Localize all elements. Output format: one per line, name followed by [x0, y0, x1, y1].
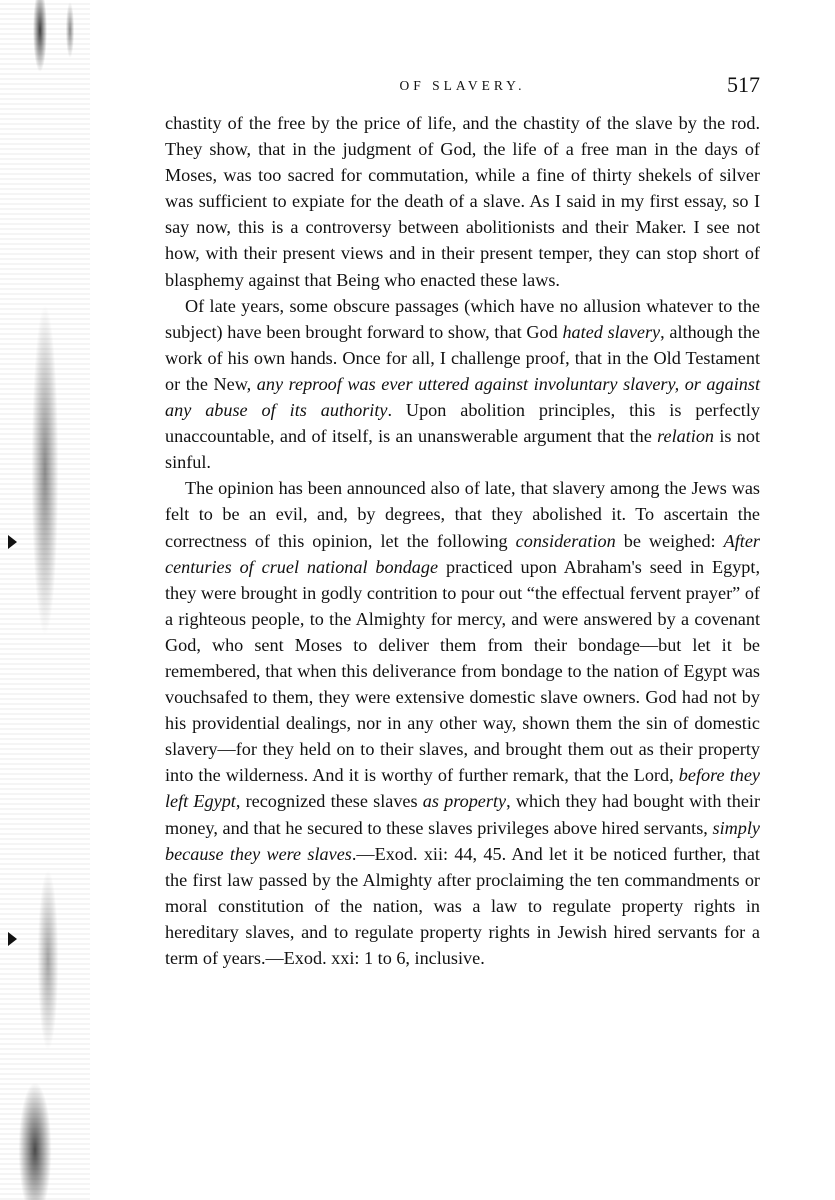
italic-emphasis: relation — [657, 426, 715, 447]
margin-mark — [8, 535, 17, 549]
text-run: . Upon abolition principles, this is perfectly unaccountable, and of itself, is an unanswerable argument that the — [165, 400, 760, 447]
book-page — [165, 70, 760, 971]
paragraph-2 — [165, 293, 760, 476]
running-title: OF SLAVERY. — [399, 78, 526, 93]
text-run: is not sinful. — [165, 426, 760, 473]
margin-mark — [8, 932, 17, 946]
text-run: , recognized these slaves — [235, 791, 423, 812]
italic-emphasis: as property — [422, 791, 507, 812]
text-run: practiced upon Abraham's seed in Egypt, they were brought in godly contrition to pour out “the effectual fervent prayer” of a righteous people, to the Almighty for mercy, and were answered by a covenant God, who sent Moses to deliver them from their bondage—but let it be remembered, that when this deliverance from bondage to the nation of Egypt was vouchsafed to them, they were extensive domestic slave owners. God had not by his providential dealings, nor in any other way, shown them the sin of domestic slavery—for they held on to their slaves, and brought them out as their property into the wilderness. And it is worthy of further remark, that the Lord, — [165, 556, 760, 786]
text-run: .—Exod. xii: 44, 45. And let it be noticed further, that the first law passed by the Almighty after proclaiming the ten commandments or moral constitution of the nation, was a law to regulate property rights in hereditary slaves, and to regulate property rights in Jewish hired servants for a term of years.—Exod. xxi: 1 to 6, inclusive. — [165, 843, 760, 968]
paragraph-1 — [165, 110, 760, 293]
text-run: , which they had bought with their money, and that he secured to these slaves privileges above hired servants, — [165, 791, 760, 838]
page-number: 517 — [727, 72, 760, 97]
italic-emphasis: simply because they were slaves — [165, 817, 760, 864]
text-run: Of late years, some obscure passages (which have no allusion whatever to the subject) have been brought forward to show, that God — [165, 295, 760, 342]
text-run: , although the work of his own hands. Once for all, I challenge proof, that in the Old Testament or the New, — [165, 321, 760, 394]
italic-emphasis: before they left Egypt — [165, 765, 760, 812]
paragraph-3 — [165, 475, 760, 971]
scan-binding-gutter — [0, 0, 90, 1200]
text-run: The opinion has been announced also of late, that slavery among the Jews was felt to be an evil, and, by degrees, that they abolished it. To ascertain the correctness of this opinion, let the following — [165, 478, 760, 551]
italic-emphasis: any reproof was ever uttered against involuntary slavery, or against any abuse of its authority — [165, 373, 760, 421]
page-header — [165, 70, 760, 110]
italic-emphasis: consideration — [515, 530, 616, 551]
italic-emphasis: hated slavery — [562, 321, 661, 342]
italic-emphasis: After centuries of cruel national bondage — [165, 530, 760, 577]
text-run: chastity of the free by the price of life, and the chastity of the slave by the rod. They show, that in the judgment of God, the life of a free man in the days of Moses, was too sacred for commutation, while a fine of thirty shekels of silver was sufficient to expiate for the death of a slave. As I said in my first essay, so I say now, this is a controversy between abolitionists and their Maker. I see not how, with their present views and in their present temper, they can stop short of blasphemy against that Being who enacted these laws. — [165, 113, 760, 290]
text-run: be weighed: — [615, 530, 724, 551]
